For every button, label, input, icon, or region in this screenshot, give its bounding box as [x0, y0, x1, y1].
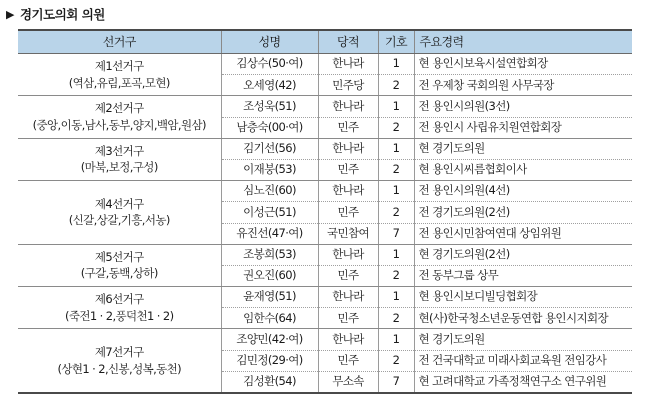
district-name: 제3선거구	[94, 143, 144, 158]
district-area: (역삼,유림,포곡,모현)	[68, 75, 170, 90]
member-party: 한나라	[318, 96, 378, 117]
member-number: 1	[378, 329, 414, 350]
member-name: 김상수(50·여)	[221, 54, 318, 75]
district-cell	[18, 181, 221, 245]
member-party: 무소속	[318, 371, 378, 393]
member-party: 민주	[318, 308, 378, 329]
member-number: 2	[378, 265, 414, 286]
member-party: 민주당	[318, 75, 378, 96]
member-career: 전 용인시의원(3선)	[414, 96, 632, 117]
member-party: 민주	[318, 265, 378, 286]
table-header-row	[18, 30, 632, 54]
member-career: 전 용인시 사립유치원연합회장	[414, 117, 632, 138]
member-name: 김민정(29·여)	[221, 350, 318, 371]
table-row	[18, 244, 632, 265]
member-name: 이성근(51)	[221, 202, 318, 223]
table-row	[18, 96, 632, 117]
member-name: 조성욱(51)	[221, 96, 318, 117]
district-name: 제1선거구	[94, 59, 144, 74]
member-career: 전 건국대학교 미래사회교육원 전임강사	[414, 350, 632, 371]
district-name: 제7선거구	[94, 345, 144, 360]
district-name: 제6선거구	[94, 292, 144, 307]
table-body	[18, 54, 632, 394]
table-row	[18, 287, 632, 308]
column-header-career: 주요경력	[414, 30, 632, 54]
page-title: 경기도의회 의원	[19, 7, 105, 22]
column-header-district: 선거구	[18, 30, 221, 54]
member-number: 7	[378, 223, 414, 244]
member-party: 한나라	[318, 181, 378, 202]
member-number: 2	[378, 202, 414, 223]
member-career: 전 동부그룹 상무	[414, 265, 632, 286]
district-cell	[18, 96, 221, 138]
member-name: 오세영(42)	[221, 75, 318, 96]
member-career: 현 용인시씨름협회이사	[414, 159, 632, 180]
member-number: 2	[378, 117, 414, 138]
member-career: 전 용인시의원(4선)	[414, 181, 632, 202]
district-area: (죽전1 · 2,풍덕천1 · 2)	[64, 308, 174, 323]
district-name: 제2선거구	[94, 101, 144, 116]
member-party: 한나라	[318, 138, 378, 159]
member-number: 7	[378, 371, 414, 393]
district-area: (마북,보정,구성)	[80, 160, 158, 175]
district-area: (구갈,동백,상하)	[80, 266, 158, 281]
member-name: 권오진(60)	[221, 265, 318, 286]
member-name: 남층숙(00·여)	[221, 117, 318, 138]
member-number: 1	[378, 287, 414, 308]
member-name: 조양민(42·여)	[221, 329, 318, 350]
table-row	[18, 138, 632, 159]
member-career: 현(사)한국청소년운동연합 용인시지회장	[414, 308, 632, 329]
member-party: 한나라	[318, 244, 378, 265]
member-party: 민주	[318, 117, 378, 138]
member-career: 전 용인시민참여연대 상임위원	[414, 223, 632, 244]
member-name: 조봉희(53)	[221, 244, 318, 265]
table-row	[18, 329, 632, 350]
district-area: (신갈,상갈,기흥,서농)	[68, 213, 170, 228]
district-cell	[18, 329, 221, 393]
district-cell	[18, 244, 221, 286]
district-name: 제4선거구	[94, 196, 144, 211]
member-career: 현 경기도의원	[414, 329, 632, 350]
member-name: 심노진(60)	[221, 181, 318, 202]
member-party: 한나라	[318, 287, 378, 308]
member-name: 이재붕(53)	[221, 159, 318, 180]
member-career: 현 용인시보육시설연합회장	[414, 54, 632, 75]
district-area: (중앙,이동,남사,동부,양지,백암,원삼)	[32, 118, 206, 133]
district-area: (상현1 · 2,신봉,성복,동천)	[57, 361, 182, 376]
candidates-table	[18, 29, 632, 394]
member-party: 민주	[318, 202, 378, 223]
member-number: 2	[378, 75, 414, 96]
member-party: 한나라	[318, 54, 378, 75]
member-number: 1	[378, 244, 414, 265]
member-number: 2	[378, 350, 414, 371]
member-party: 국민참여	[318, 223, 378, 244]
table-row	[18, 181, 632, 202]
triangle-bullet-icon: ▶	[6, 7, 14, 21]
district-cell	[18, 54, 221, 96]
member-career: 현 경기도의원(2선)	[414, 244, 632, 265]
district-name: 제5선거구	[94, 249, 144, 264]
member-number: 2	[378, 159, 414, 180]
member-number: 2	[378, 308, 414, 329]
member-career: 현 경기도의원	[414, 138, 632, 159]
column-header-name: 성명	[221, 30, 318, 54]
member-name: 유진선(47·여)	[221, 223, 318, 244]
member-career: 전 우제창 국회의원 사무국장	[414, 75, 632, 96]
member-career: 현 고려대학교 가족정책연구소 연구위원	[414, 371, 632, 393]
district-cell	[18, 138, 221, 180]
member-number: 1	[378, 181, 414, 202]
column-header-number: 기호	[378, 30, 414, 54]
member-name: 윤재영(51)	[221, 287, 318, 308]
member-career: 전 경기도의원(2선)	[414, 202, 632, 223]
member-number: 1	[378, 54, 414, 75]
member-name: 김기선(56)	[221, 138, 318, 159]
member-number: 1	[378, 96, 414, 117]
member-career: 현 용인시보디빌딩협회장	[414, 287, 632, 308]
member-number: 1	[378, 138, 414, 159]
member-name: 김성환(54)	[221, 371, 318, 393]
district-cell	[18, 287, 221, 329]
member-party: 민주	[318, 350, 378, 371]
section-heading	[6, 4, 105, 24]
member-party: 한나라	[318, 329, 378, 350]
table-row	[18, 54, 632, 75]
member-party: 민주	[318, 159, 378, 180]
column-header-party: 당적	[318, 30, 378, 54]
member-name: 임한수(64)	[221, 308, 318, 329]
